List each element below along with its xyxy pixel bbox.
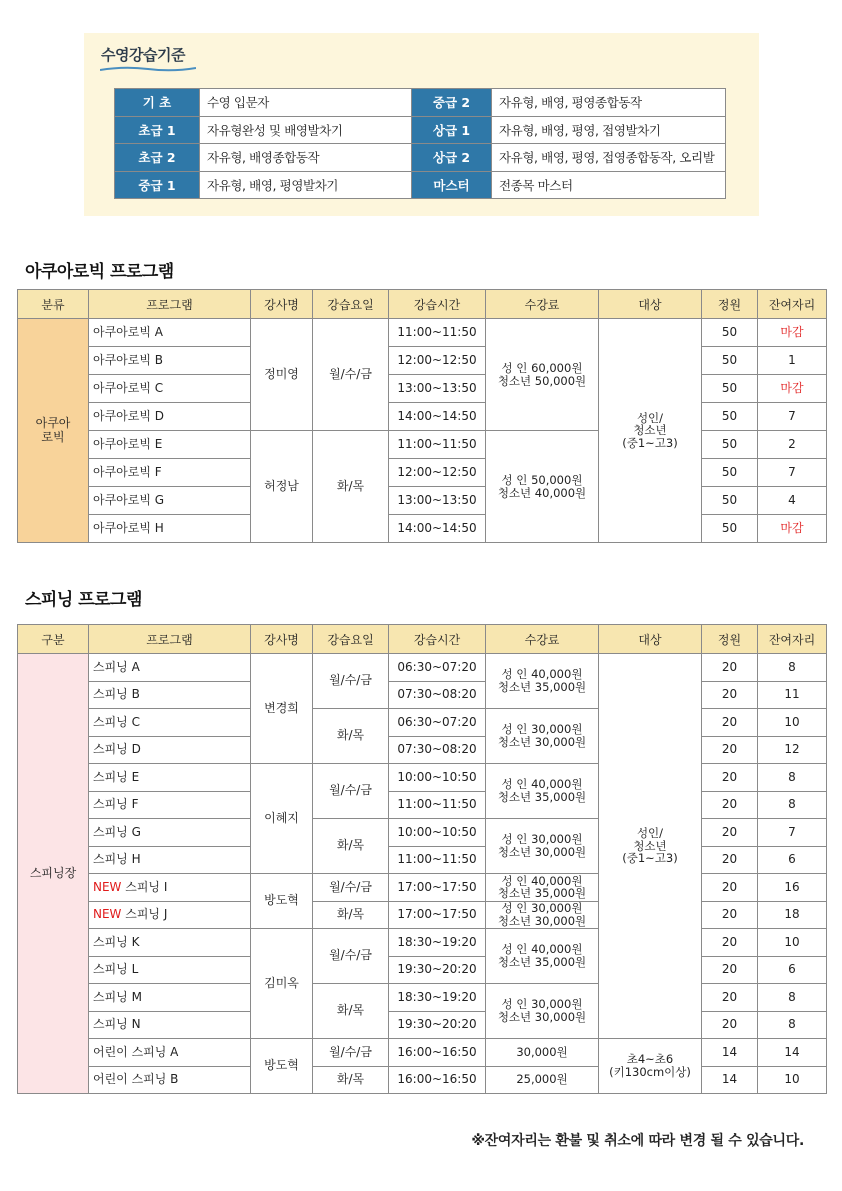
fee-cell: 성 인 30,000원 청소년 30,000원 bbox=[486, 901, 599, 929]
time-cell: 13:00~13:50 bbox=[389, 487, 486, 515]
program-name-text: 스피닝 I bbox=[125, 879, 168, 894]
time-cell: 18:30~19:20 bbox=[389, 929, 486, 957]
remaining-cell: 10 bbox=[758, 709, 827, 737]
swim-level-row bbox=[115, 144, 726, 172]
days-cell: 월/수/금 bbox=[313, 654, 389, 709]
program-name: 아쿠아로빅 H bbox=[89, 515, 251, 543]
days-cell: 화/목 bbox=[313, 901, 389, 929]
days-cell: 화/목 bbox=[313, 1066, 389, 1094]
table-row bbox=[18, 1039, 827, 1067]
program-name bbox=[89, 846, 251, 874]
table-row bbox=[18, 1066, 827, 1094]
fee-cell: 성 인 30,000원 청소년 30,000원 bbox=[486, 709, 599, 764]
table-row bbox=[18, 375, 827, 403]
swim-level-desc: 자유형, 배영, 평영, 접영발차기 bbox=[492, 116, 726, 144]
program-name-text: 스피닝 D bbox=[93, 742, 141, 757]
program-name: 아쿠아로빅 B bbox=[89, 347, 251, 375]
program-name bbox=[89, 1039, 251, 1067]
remaining-cell: 마감 bbox=[758, 515, 827, 543]
time-cell: 12:00~12:50 bbox=[389, 347, 486, 375]
category-cell: 스피닝장 bbox=[18, 654, 89, 1094]
capacity-cell: 50 bbox=[702, 459, 758, 487]
program-name: 아쿠아로빅 A bbox=[89, 319, 251, 347]
fee-cell: 성 인 40,000원 청소년 35,000원 bbox=[486, 929, 599, 984]
program-name bbox=[89, 709, 251, 737]
remaining-cell: 10 bbox=[758, 1066, 827, 1094]
column-header: 강습요일 bbox=[313, 625, 389, 654]
capacity-cell: 20 bbox=[702, 791, 758, 819]
fee-cell: 성 인 30,000원 청소년 30,000원 bbox=[486, 984, 599, 1039]
capacity-cell: 20 bbox=[702, 874, 758, 902]
capacity-cell: 20 bbox=[702, 819, 758, 847]
table-row bbox=[18, 791, 827, 819]
column-header: 강습시간 bbox=[389, 290, 486, 319]
remaining-cell: 마감 bbox=[758, 375, 827, 403]
table-row bbox=[18, 984, 827, 1012]
program-name bbox=[89, 984, 251, 1012]
remaining-cell: 12 bbox=[758, 736, 827, 764]
capacity-cell: 14 bbox=[702, 1039, 758, 1067]
column-header: 대상 bbox=[599, 290, 702, 319]
program-name-text: 스피닝 L bbox=[93, 962, 139, 977]
capacity-cell: 20 bbox=[702, 764, 758, 792]
remaining-cell: 8 bbox=[758, 791, 827, 819]
program-name-text: 스피닝 E bbox=[93, 769, 140, 784]
remaining-cell: 8 bbox=[758, 1011, 827, 1039]
wave-underline-icon bbox=[100, 66, 196, 72]
program-name-text: 스피닝 M bbox=[93, 989, 142, 1004]
remaining-cell: 16 bbox=[758, 874, 827, 902]
time-cell: 07:30~08:20 bbox=[389, 736, 486, 764]
days-cell: 월/수/금 bbox=[313, 929, 389, 984]
time-cell: 13:00~13:50 bbox=[389, 375, 486, 403]
program-name: 아쿠아로빅 D bbox=[89, 403, 251, 431]
remaining-cell: 1 bbox=[758, 347, 827, 375]
days-cell: 화/목 bbox=[313, 709, 389, 764]
program-name bbox=[89, 654, 251, 682]
swim-level-desc: 자유형, 배영, 평영발차기 bbox=[200, 171, 412, 199]
program-name-text: 스피닝 F bbox=[93, 797, 139, 812]
column-header: 강사명 bbox=[251, 290, 313, 319]
capacity-cell: 20 bbox=[702, 654, 758, 682]
program-name bbox=[89, 681, 251, 709]
table-row bbox=[18, 681, 827, 709]
program-name bbox=[89, 874, 251, 902]
program-name bbox=[89, 1066, 251, 1094]
capacity-cell: 20 bbox=[702, 681, 758, 709]
column-header: 프로그램 bbox=[89, 625, 251, 654]
column-header: 수강료 bbox=[486, 290, 599, 319]
instructor-cell: 정미영 bbox=[251, 319, 313, 431]
remaining-cell: 8 bbox=[758, 764, 827, 792]
program-name bbox=[89, 764, 251, 792]
fee-cell: 성 인 50,000원 청소년 40,000원 bbox=[486, 431, 599, 543]
time-cell: 12:00~12:50 bbox=[389, 459, 486, 487]
time-cell: 07:30~08:20 bbox=[389, 681, 486, 709]
capacity-cell: 20 bbox=[702, 984, 758, 1012]
program-name bbox=[89, 791, 251, 819]
spinning-section-title: 스피닝 프로그램 bbox=[25, 590, 142, 610]
table-row bbox=[18, 929, 827, 957]
swim-level-label: 기 초 bbox=[115, 89, 200, 117]
table-row bbox=[18, 709, 827, 737]
swim-level-label: 상급 1 bbox=[412, 116, 492, 144]
instructor-cell: 방도혁 bbox=[251, 874, 313, 929]
program-name: 아쿠아로빅 G bbox=[89, 487, 251, 515]
program-name-text: 스피닝 N bbox=[93, 1017, 141, 1032]
capacity-cell: 50 bbox=[702, 515, 758, 543]
program-name bbox=[89, 956, 251, 984]
capacity-cell: 50 bbox=[702, 403, 758, 431]
time-cell: 14:00~14:50 bbox=[389, 403, 486, 431]
fee-cell: 25,000원 bbox=[486, 1066, 599, 1094]
time-cell: 19:30~20:20 bbox=[389, 1011, 486, 1039]
column-header: 대상 bbox=[599, 625, 702, 654]
swim-level-label: 초급 2 bbox=[115, 144, 200, 172]
column-header: 구분 bbox=[18, 625, 89, 654]
fee-cell: 성 인 30,000원 청소년 30,000원 bbox=[486, 819, 599, 874]
time-cell: 14:00~14:50 bbox=[389, 515, 486, 543]
fee-cell: 30,000원 bbox=[486, 1039, 599, 1067]
swim-level-label: 중급 1 bbox=[115, 171, 200, 199]
table-row bbox=[18, 846, 827, 874]
remaining-cell: 마감 bbox=[758, 319, 827, 347]
time-cell: 10:00~10:50 bbox=[389, 819, 486, 847]
table-row bbox=[18, 956, 827, 984]
time-cell: 16:00~16:50 bbox=[389, 1066, 486, 1094]
days-cell: 월/수/금 bbox=[313, 319, 389, 431]
table-row bbox=[18, 819, 827, 847]
capacity-cell: 20 bbox=[702, 846, 758, 874]
instructor-cell: 방도혁 bbox=[251, 1039, 313, 1094]
remaining-cell: 14 bbox=[758, 1039, 827, 1067]
program-name: 아쿠아로빅 F bbox=[89, 459, 251, 487]
table-row bbox=[18, 874, 827, 902]
capacity-cell: 20 bbox=[702, 901, 758, 929]
swim-level-desc: 자유형, 배영, 평영, 접영종합동작, 오리발 bbox=[492, 144, 726, 172]
days-cell: 월/수/금 bbox=[313, 874, 389, 902]
capacity-cell: 50 bbox=[702, 431, 758, 459]
program-name bbox=[89, 901, 251, 929]
days-cell: 화/목 bbox=[313, 819, 389, 874]
remaining-cell: 7 bbox=[758, 459, 827, 487]
fee-cell: 성 인 40,000원 청소년 35,000원 bbox=[486, 764, 599, 819]
aquarobic-section-title: 아쿠아로빅 프로그램 bbox=[25, 262, 174, 282]
target-cell: 초4~초6 (키130cm이상) bbox=[599, 1039, 702, 1094]
program-name-text: 스피닝 A bbox=[93, 659, 140, 674]
swim-level-desc: 자유형, 배영종합동작 bbox=[200, 144, 412, 172]
column-header: 잔여자리 bbox=[758, 290, 827, 319]
program-name bbox=[89, 929, 251, 957]
program-name: 아쿠아로빅 E bbox=[89, 431, 251, 459]
program-name-text: 스피닝 G bbox=[93, 824, 141, 839]
remaining-cell: 18 bbox=[758, 901, 827, 929]
program-name bbox=[89, 736, 251, 764]
swim-level-desc: 자유형완성 및 배영발차기 bbox=[200, 116, 412, 144]
instructor-cell: 허정남 bbox=[251, 431, 313, 543]
column-header: 정원 bbox=[702, 290, 758, 319]
time-cell: 11:00~11:50 bbox=[389, 319, 486, 347]
new-badge: NEW bbox=[93, 879, 126, 894]
time-cell: 11:00~11:50 bbox=[389, 846, 486, 874]
program-name bbox=[89, 819, 251, 847]
fee-cell: 성 인 40,000원 청소년 35,000원 bbox=[486, 654, 599, 709]
swim-level-table bbox=[114, 88, 726, 199]
swim-level-desc: 자유형, 배영, 평영종합동작 bbox=[492, 89, 726, 117]
spinning-table bbox=[17, 624, 827, 1094]
program-name bbox=[89, 1011, 251, 1039]
remaining-cell: 11 bbox=[758, 681, 827, 709]
remaining-cell: 6 bbox=[758, 956, 827, 984]
remaining-cell: 8 bbox=[758, 654, 827, 682]
target-cell: 성인/ 청소년 (중1~고3) bbox=[599, 319, 702, 543]
time-cell: 10:00~10:50 bbox=[389, 764, 486, 792]
days-cell: 월/수/금 bbox=[313, 1039, 389, 1067]
capacity-cell: 50 bbox=[702, 347, 758, 375]
swim-level-row bbox=[115, 89, 726, 117]
table-row bbox=[18, 431, 827, 459]
column-header: 강사명 bbox=[251, 625, 313, 654]
capacity-cell: 50 bbox=[702, 319, 758, 347]
swim-level-row bbox=[115, 171, 726, 199]
column-header: 강습시간 bbox=[389, 625, 486, 654]
swim-level-label: 상급 2 bbox=[412, 144, 492, 172]
table-row bbox=[18, 347, 827, 375]
swim-level-label: 초급 1 bbox=[115, 116, 200, 144]
time-cell: 06:30~07:20 bbox=[389, 654, 486, 682]
days-cell: 월/수/금 bbox=[313, 764, 389, 819]
program-name: 아쿠아로빅 C bbox=[89, 375, 251, 403]
column-header: 강습요일 bbox=[313, 290, 389, 319]
capacity-cell: 14 bbox=[702, 1066, 758, 1094]
remaining-cell: 10 bbox=[758, 929, 827, 957]
instructor-cell: 김미옥 bbox=[251, 929, 313, 1039]
days-cell: 화/목 bbox=[313, 431, 389, 543]
program-name-text: 어린이 스피닝 A bbox=[93, 1044, 179, 1059]
table-row bbox=[18, 459, 827, 487]
instructor-cell: 이혜지 bbox=[251, 764, 313, 874]
time-cell: 16:00~16:50 bbox=[389, 1039, 486, 1067]
days-cell: 화/목 bbox=[313, 984, 389, 1039]
program-name-text: 스피닝 H bbox=[93, 852, 141, 867]
table-header-row bbox=[18, 625, 827, 654]
table-row bbox=[18, 736, 827, 764]
table-row bbox=[18, 1011, 827, 1039]
column-header: 수강료 bbox=[486, 625, 599, 654]
remaining-cell: 8 bbox=[758, 984, 827, 1012]
capacity-cell: 20 bbox=[702, 736, 758, 764]
capacity-cell: 50 bbox=[702, 487, 758, 515]
table-row bbox=[18, 764, 827, 792]
time-cell: 11:00~11:50 bbox=[389, 791, 486, 819]
target-cell: 성인/ 청소년 (중1~고3) bbox=[599, 654, 702, 1039]
program-name-text: 스피닝 C bbox=[93, 714, 140, 729]
program-name-text: 스피닝 J bbox=[125, 907, 168, 922]
capacity-cell: 20 bbox=[702, 709, 758, 737]
remaining-cell: 6 bbox=[758, 846, 827, 874]
new-badge: NEW bbox=[93, 907, 126, 922]
swim-standards-title: 수영강습기준 bbox=[101, 46, 185, 64]
remaining-cell: 7 bbox=[758, 819, 827, 847]
swim-level-desc: 수영 입문자 bbox=[200, 89, 412, 117]
time-cell: 06:30~07:20 bbox=[389, 709, 486, 737]
category-cell: 아쿠아 로빅 bbox=[18, 319, 89, 543]
column-header: 잔여자리 bbox=[758, 625, 827, 654]
instructor-cell: 변경희 bbox=[251, 654, 313, 764]
fee-cell: 성 인 40,000원 청소년 35,000원 bbox=[486, 874, 599, 902]
time-cell: 17:00~17:50 bbox=[389, 901, 486, 929]
footer-note: ※잔여자리는 환불 및 취소에 따라 변경 될 수 있습니다. bbox=[471, 1133, 804, 1149]
column-header: 분류 bbox=[18, 290, 89, 319]
time-cell: 17:00~17:50 bbox=[389, 874, 486, 902]
table-header-row bbox=[18, 290, 827, 319]
program-name-text: 스피닝 K bbox=[93, 934, 140, 949]
swim-level-label: 중급 2 bbox=[412, 89, 492, 117]
capacity-cell: 20 bbox=[702, 956, 758, 984]
table-row bbox=[18, 403, 827, 431]
column-header: 정원 bbox=[702, 625, 758, 654]
remaining-cell: 2 bbox=[758, 431, 827, 459]
table-row bbox=[18, 654, 827, 682]
time-cell: 19:30~20:20 bbox=[389, 956, 486, 984]
remaining-cell: 7 bbox=[758, 403, 827, 431]
table-row bbox=[18, 487, 827, 515]
aquarobic-table bbox=[17, 289, 827, 543]
table-row bbox=[18, 515, 827, 543]
capacity-cell: 50 bbox=[702, 375, 758, 403]
capacity-cell: 20 bbox=[702, 1011, 758, 1039]
capacity-cell: 20 bbox=[702, 929, 758, 957]
program-name-text: 스피닝 B bbox=[93, 687, 140, 702]
time-cell: 18:30~19:20 bbox=[389, 984, 486, 1012]
swim-level-row bbox=[115, 116, 726, 144]
column-header: 프로그램 bbox=[89, 290, 251, 319]
swim-level-label: 마스터 bbox=[412, 171, 492, 199]
swim-level-desc: 전종목 마스터 bbox=[492, 171, 726, 199]
remaining-cell: 4 bbox=[758, 487, 827, 515]
program-name-text: 어린이 스피닝 B bbox=[93, 1072, 179, 1087]
table-row bbox=[18, 901, 827, 929]
time-cell: 11:00~11:50 bbox=[389, 431, 486, 459]
table-row bbox=[18, 319, 827, 347]
fee-cell: 성 인 60,000원 청소년 50,000원 bbox=[486, 319, 599, 431]
